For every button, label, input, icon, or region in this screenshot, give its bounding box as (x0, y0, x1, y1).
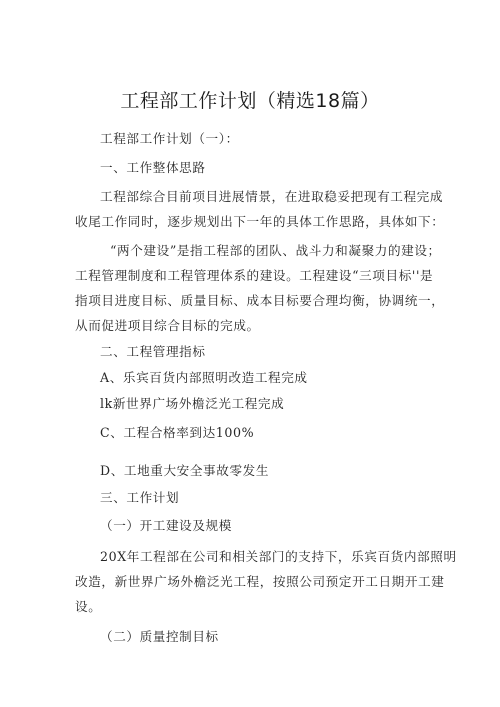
subsection-heading-construction-scale: （一）开工建设及规模 (100, 518, 232, 533)
paragraph-line: 从而促进项目综合目标的完成。 (75, 318, 260, 333)
section-heading-plan-1: 工程部工作计划（一）： (100, 131, 239, 146)
paragraph-line: 收尾工作同时，逐步规划出下一年的具体工作思路，具体如下： (75, 214, 445, 229)
paragraph-line: 20X年工程部在公司和相关部门的支持下，乐宾百货内部照明 (100, 549, 457, 564)
subsection-heading-quality-control: （二）质量控制目标 (100, 629, 219, 644)
paragraph-line: 工程管理制度和工程管理体系的建设。工程建设“三项目标''是 (75, 268, 434, 283)
document-title: 工程部工作计划（精选18篇） (120, 90, 380, 112)
indicator-item-c: C、工程合格率到达100% (100, 425, 255, 440)
paragraph-line: “两个建设”是指工程部的团队、战斗力和凝聚力的建设； (110, 243, 441, 258)
section-heading-overall-idea: 一、工作整体思路 (100, 160, 206, 175)
indicator-item-b: lk新世界广场外檐泛光工程完成 (100, 396, 285, 411)
indicator-item-a: A、乐宾百货内部照明改造工程完成 (100, 370, 308, 385)
paragraph-line: 设。 (75, 599, 102, 614)
section-heading-work-plan: 三、工作计划 (100, 490, 180, 505)
paragraph-line: 改造，新世界广场外檐泛光工程，按照公司预定开工日期开工建 (75, 574, 445, 589)
paragraph-line: 指项目进度目标、质量目标、成本目标要合理均衡，协调统一， (75, 293, 445, 308)
section-heading-management-indicators: 二、工程管理指标 (100, 344, 206, 359)
indicator-item-d: D、工地重大安全事故零发生 (100, 463, 270, 478)
paragraph-line: 工程部综合目前项目进展情景，在进取稳妥把现有工程完成 (100, 189, 444, 204)
